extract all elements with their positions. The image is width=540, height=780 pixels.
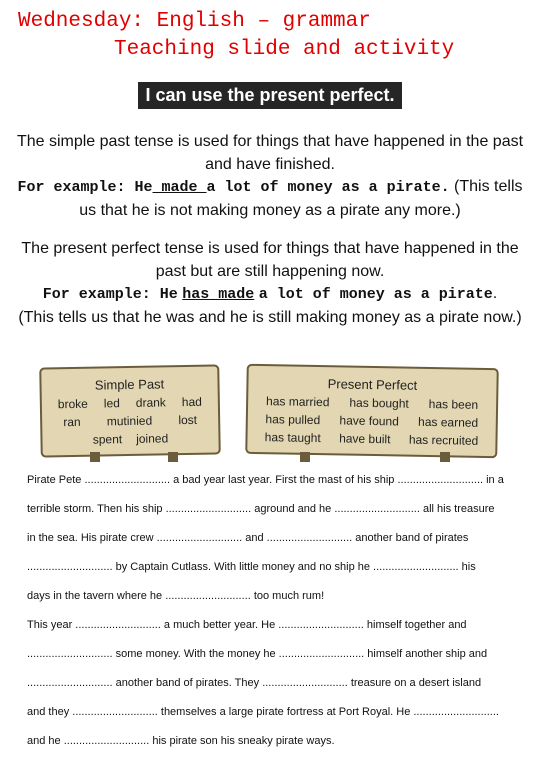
activity-line-7: ............................ some money. With the money he ............................ himself another ship and (27, 648, 488, 660)
simple-past-text: The simple past tense is used for things that have happened in the past and have finished. (16, 133, 524, 173)
activity-line-8: ............................ another band of pirates. They ............................ treasure on a desert island (27, 677, 482, 689)
word: drank (135, 395, 166, 410)
activity-line-5: days in the tavern where he ............................ too much rum! (27, 590, 325, 602)
word: has pulled (265, 412, 321, 428)
present-perfect-example-verb: has made (182, 286, 255, 303)
word: has married (266, 394, 330, 410)
learning-objective-banner: I can use the present perfect. (138, 82, 402, 109)
present-perfect-example-suffix: a lot of money as a pirate (258, 286, 493, 303)
simple-past-example-verb: made (152, 179, 207, 196)
present-perfect-explanation: The present perfect tense is used for things that have happened in the past but are still happening now. For example: He has made a lot of money as a pirate. (This tells us that he was and he is still making money as a pirate now.) (18, 240, 522, 326)
activity-line-1: Pirate Pete ............................ a bad year last year. First the mast of his ship ............................ in a (27, 474, 504, 486)
activity-line-2: terrible storm. Then his ship ............................ aground and he ............................ all his treasure (27, 503, 495, 515)
activity-line-9: and they ............................ themselves a large pirate fortress at Port Royal. He ............................ (27, 706, 499, 718)
activity-line-6: This year ............................ a much better year. He ............................ himself together and (27, 619, 467, 631)
activity-line-3: in the sea. His pirate crew ............................ and ............................ another band of pirates (27, 532, 469, 544)
simple-past-word-sign (39, 364, 221, 457)
word: joined (136, 431, 169, 446)
present-perfect-example-prefix: For example: He (42, 286, 178, 303)
word: have found (339, 413, 399, 429)
simple-past-explanation (8, 131, 532, 222)
word: have built (339, 431, 391, 447)
word: spent (92, 432, 123, 447)
word: broke (57, 396, 89, 412)
word: lost (178, 412, 198, 428)
sign-post (90, 452, 100, 462)
sign-post (300, 452, 310, 462)
word: ran (63, 414, 81, 430)
simple-past-note: (This tells us that he is not making money as a pirate any more.) (79, 178, 523, 219)
word: has earned (418, 414, 479, 430)
word: has bought (349, 395, 409, 411)
simple-past-example-prefix: For example: He (17, 179, 153, 196)
sign-post (440, 452, 450, 462)
present-perfect-heading: Present Perfect (327, 376, 418, 393)
simple-past-heading: Simple Past (94, 376, 165, 393)
activity-line-10: and he ............................ his pirate son his sneaky pirate ways. (27, 735, 335, 747)
present-perfect-note: (This tells us that he was and he is still making money as a pirate now.) (18, 308, 522, 326)
word: has recruited (408, 432, 479, 448)
present-perfect-text: The present perfect tense is used for things that have happened in the past but are still happening now. (21, 240, 519, 280)
title-line-2: Teaching slide and activity (114, 38, 455, 61)
word: has taught (264, 430, 321, 446)
word: has been (428, 396, 479, 412)
sign-post (168, 452, 178, 462)
word: led (103, 396, 120, 411)
word: mutinied (106, 413, 153, 429)
activity-line-4: ............................ by Captain Cutlass. With little money and no ship he ............................ his (27, 561, 476, 573)
present-perfect-word-sign (245, 364, 499, 458)
title-line-1: Wednesday: English – grammar (18, 10, 371, 33)
word: had (181, 394, 202, 410)
simple-past-example-suffix: a lot of money as a pirate. (206, 179, 450, 196)
